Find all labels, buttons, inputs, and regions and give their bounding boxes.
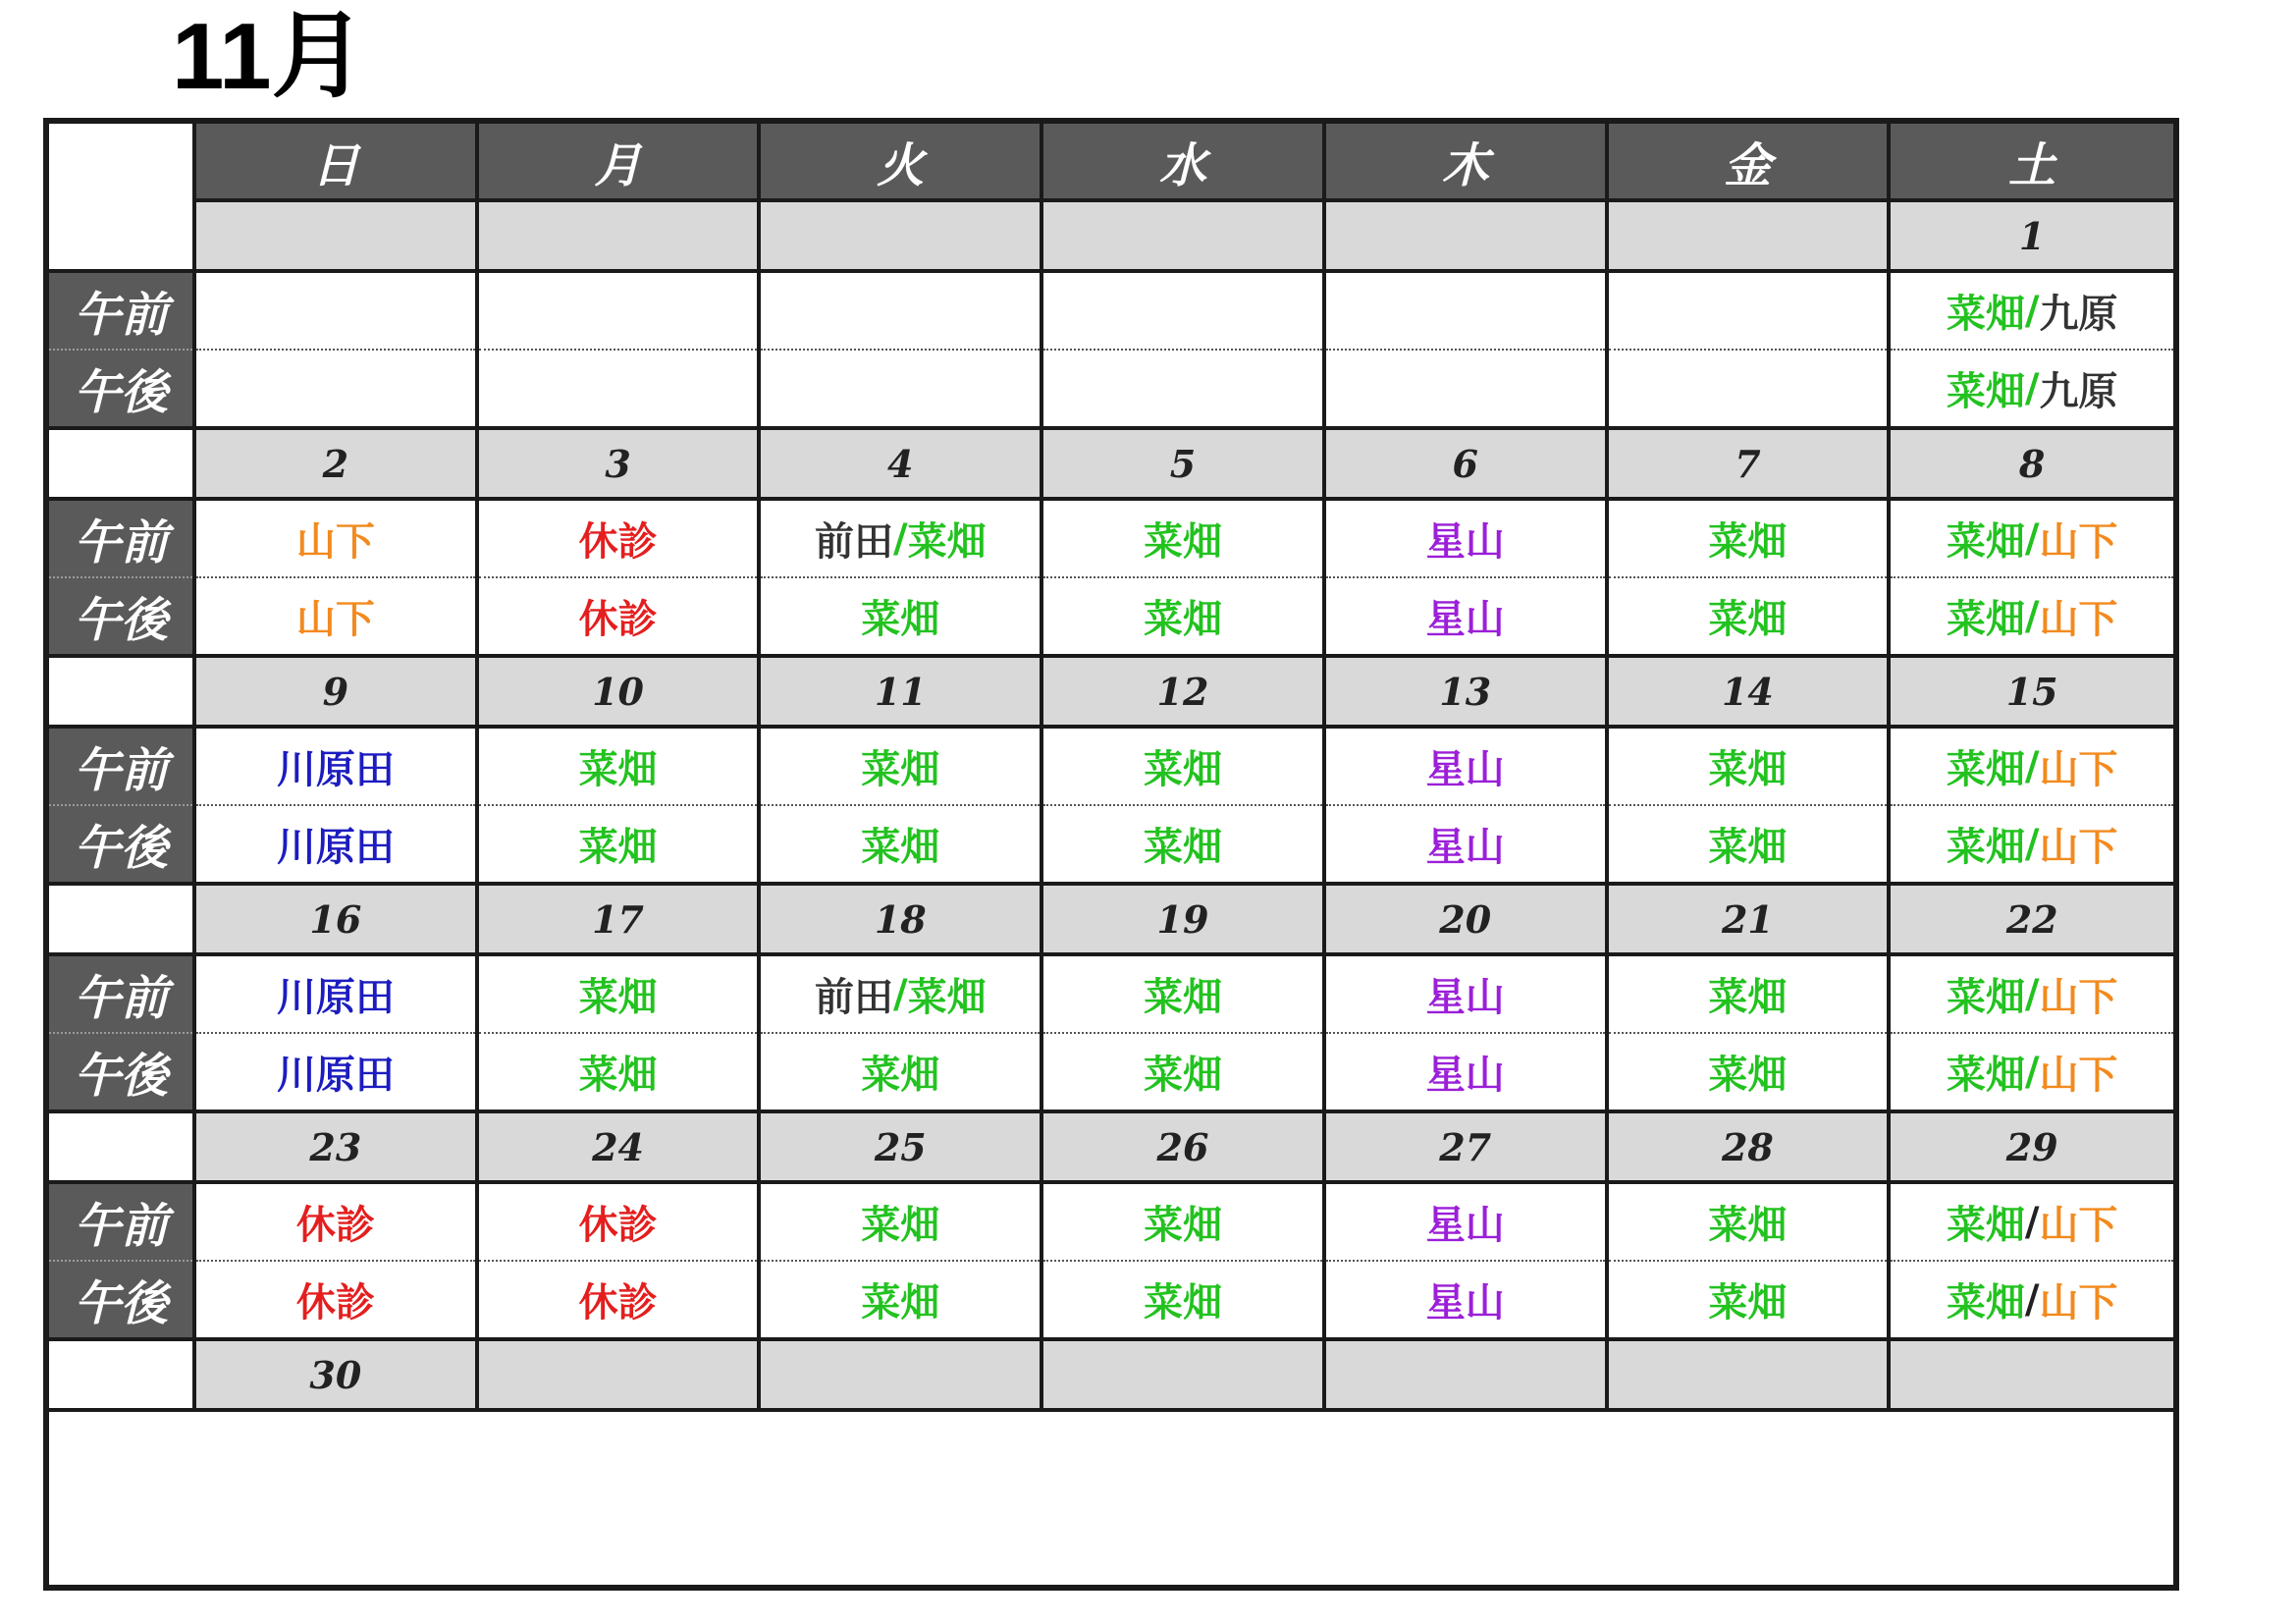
schedule-cell — [1326, 729, 1609, 886]
doctor-name: 川原田 — [276, 975, 395, 1020]
month-title: 11月 — [172, 4, 366, 109]
doctor-name: 菜畑 — [861, 1053, 940, 1098]
am-doctor — [1326, 1184, 1605, 1262]
doctor-name: 川原田 — [276, 1053, 395, 1098]
am-doctor — [1326, 501, 1605, 578]
doctor-name: 菜畑 — [1143, 1053, 1222, 1098]
date-cell — [1043, 1341, 1326, 1412]
date-cell — [1326, 202, 1609, 273]
weekday-header: 金 — [1609, 124, 1892, 202]
doctor-name: 菜畑 — [1946, 1053, 2025, 1098]
doctor-name: 菜畑 — [1143, 1280, 1222, 1326]
doctor-name: 菜畑 — [1946, 1203, 2025, 1248]
pm-doctor — [1891, 1262, 2173, 1337]
doctor-name: 菜畑 — [578, 747, 658, 792]
schedule-cell — [479, 956, 762, 1113]
calendar-grid — [49, 124, 2173, 1585]
schedule-cell — [761, 501, 1043, 658]
doctor-name: 星山 — [1425, 519, 1505, 565]
am-doctor — [1326, 956, 1605, 1034]
date-cell: 18 — [761, 886, 1043, 956]
date-cell — [761, 1341, 1043, 1412]
doctor-name: 山下 — [2039, 1203, 2118, 1248]
doctor-name: 星山 — [1425, 747, 1505, 792]
doctor-name: 菜畑 — [1946, 292, 2025, 337]
weekday-header: 木 — [1326, 124, 1609, 202]
doctor-name: 菜畑 — [1708, 1053, 1788, 1098]
schedule-cell — [1326, 501, 1609, 658]
schedule-cell — [1043, 956, 1326, 1113]
schedule-cell — [196, 273, 479, 430]
am-doctor — [1326, 729, 1605, 806]
pm-doctor — [761, 578, 1040, 654]
doctor-name: 川原田 — [276, 825, 395, 870]
am-doctor — [1043, 273, 1322, 351]
schedule-cell — [761, 956, 1043, 1113]
doctor-name: 菜畑 — [578, 975, 658, 1020]
am-doctor — [1043, 501, 1322, 578]
am-doctor — [1043, 1184, 1322, 1262]
schedule-cell — [761, 273, 1043, 430]
pm-label: 午後 — [73, 1049, 168, 1104]
am-doctor — [1043, 729, 1322, 806]
pm-doctor — [1891, 1034, 2173, 1110]
date-cell: 29 — [1891, 1113, 2173, 1184]
doctor-name: 菜畑 — [1946, 825, 2025, 870]
schedule-cell — [761, 729, 1043, 886]
pm-doctor — [1043, 351, 1322, 426]
pm-doctor — [1043, 1034, 1322, 1110]
schedule-cell — [761, 1184, 1043, 1341]
date-cell — [479, 202, 762, 273]
doctor-name: 菜畑 — [1143, 825, 1222, 870]
pm-doctor — [1043, 1262, 1322, 1337]
am-doctor — [761, 1184, 1040, 1262]
pm-doctor — [1609, 351, 1888, 426]
date-cell: 22 — [1891, 886, 2173, 956]
am-doctor — [196, 501, 475, 578]
pm-doctor — [761, 806, 1040, 882]
am-doctor — [1891, 729, 2173, 806]
doctor-name: / — [2024, 365, 2040, 411]
doctor-name: 菜畑 — [861, 597, 940, 642]
date-cell: 9 — [196, 658, 479, 729]
doctor-name: 星山 — [1425, 975, 1505, 1020]
doctor-name: 九原 — [2039, 369, 2118, 414]
am-doctor — [479, 273, 758, 351]
am-pm-label — [49, 501, 196, 658]
doctor-name: 山下 — [2039, 1053, 2118, 1098]
pm-doctor — [479, 351, 758, 426]
schedule-cell — [1609, 501, 1892, 658]
schedule-cell — [479, 1184, 762, 1341]
am-label: 午前 — [49, 501, 192, 578]
doctor-name: 菜畑 — [1946, 519, 2025, 565]
pm-doctor — [1043, 806, 1322, 882]
date-cell: 21 — [1609, 886, 1892, 956]
doctor-name: 菜畑 — [1946, 369, 2025, 414]
doctor-name: 菜畑 — [1708, 975, 1788, 1020]
doctor-name: 休診 — [578, 1203, 658, 1248]
doctor-name: 菜畑 — [1708, 597, 1788, 642]
pm-doctor — [1609, 1262, 1888, 1337]
am-doctor — [479, 1184, 758, 1262]
doctor-name: 菜畑 — [1708, 1203, 1788, 1248]
doctor-name: 菜畑 — [907, 519, 987, 565]
date-cell — [1043, 202, 1326, 273]
doctor-name: / — [2024, 288, 2040, 334]
date-cell — [1609, 202, 1892, 273]
doctor-name: 菜畑 — [578, 825, 658, 870]
schedule-cell — [1326, 1184, 1609, 1341]
date-cell: 19 — [1043, 886, 1326, 956]
doctor-name: 前田 — [814, 975, 893, 1020]
am-pm-label — [49, 956, 196, 1113]
doctor-name: 山下 — [2039, 975, 2118, 1020]
date-cell: 28 — [1609, 1113, 1892, 1184]
date-cell: 24 — [479, 1113, 762, 1184]
doctor-name: 星山 — [1425, 1280, 1505, 1326]
date-cell: 23 — [196, 1113, 479, 1184]
doctor-name: 菜畑 — [1946, 747, 2025, 792]
doctor-name: 山下 — [295, 597, 375, 642]
weekday-header: 水 — [1043, 124, 1326, 202]
doctor-name: 休診 — [295, 1203, 375, 1248]
am-doctor — [196, 273, 475, 351]
date-cell: 30 — [196, 1341, 479, 1412]
doctor-name: 菜畑 — [578, 1053, 658, 1098]
am-doctor — [479, 501, 758, 578]
schedule-cell — [196, 729, 479, 886]
doctor-name: 菜畑 — [1708, 519, 1788, 565]
am-doctor — [1891, 956, 2173, 1034]
date-cell: 16 — [196, 886, 479, 956]
doctor-name: 菜畑 — [1143, 1203, 1222, 1248]
doctor-name: 菜畑 — [1946, 1280, 2025, 1326]
date-cell: 14 — [1609, 658, 1892, 729]
date-row-spacer — [49, 658, 196, 729]
am-pm-label — [49, 729, 196, 886]
am-doctor — [761, 956, 1040, 1034]
schedule-cell — [1609, 956, 1892, 1113]
am-doctor — [1326, 273, 1605, 351]
pm-doctor — [761, 1034, 1040, 1110]
schedule-cell — [1609, 729, 1892, 886]
date-cell: 15 — [1891, 658, 2173, 729]
pm-doctor — [1326, 351, 1605, 426]
date-cell: 2 — [196, 430, 479, 501]
schedule-cell — [1043, 501, 1326, 658]
doctor-name: / — [2024, 593, 2040, 639]
pm-doctor — [1891, 806, 2173, 882]
am-doctor — [1609, 729, 1888, 806]
schedule-cell — [1326, 956, 1609, 1113]
pm-doctor — [1326, 806, 1605, 882]
pm-doctor — [196, 351, 475, 426]
schedule-cell — [196, 956, 479, 1113]
schedule-cell — [1891, 501, 2173, 658]
am-doctor — [1609, 273, 1888, 351]
date-cell: 17 — [479, 886, 762, 956]
am-doctor — [1891, 501, 2173, 578]
date-cell: 6 — [1326, 430, 1609, 501]
date-cell: 26 — [1043, 1113, 1326, 1184]
doctor-name: 山下 — [2039, 597, 2118, 642]
pm-doctor — [479, 1262, 758, 1337]
am-doctor — [479, 729, 758, 806]
schedule-cell — [196, 1184, 479, 1341]
doctor-name: 山下 — [295, 519, 375, 565]
weekday-header: 月 — [479, 124, 762, 202]
am-pm-label — [49, 273, 196, 430]
pm-doctor — [479, 806, 758, 882]
doctor-name: 山下 — [2039, 1280, 2118, 1326]
pm-doctor — [761, 1262, 1040, 1337]
date-row-spacer — [49, 886, 196, 956]
schedule-calendar — [43, 118, 2179, 1591]
schedule-cell — [1891, 273, 2173, 430]
doctor-name: 菜畑 — [1143, 597, 1222, 642]
pm-doctor — [196, 1034, 475, 1110]
doctor-name: 菜畑 — [1143, 747, 1222, 792]
doctor-name: 菜畑 — [907, 975, 987, 1020]
date-cell — [196, 202, 479, 273]
pm-doctor — [1326, 1034, 1605, 1110]
schedule-cell — [1891, 729, 2173, 886]
schedule-cell — [1609, 1184, 1892, 1341]
date-cell: 25 — [761, 1113, 1043, 1184]
doctor-name: / — [892, 515, 908, 562]
schedule-cell — [1326, 273, 1609, 430]
date-cell: 27 — [1326, 1113, 1609, 1184]
doctor-name: / — [892, 971, 908, 1017]
doctor-name: / — [2024, 971, 2040, 1017]
am-doctor — [761, 273, 1040, 351]
doctor-name: / — [2024, 1199, 2040, 1245]
weekday-header: 土 — [1891, 124, 2173, 202]
corner-blank — [49, 124, 196, 273]
doctor-name: / — [2024, 1049, 2040, 1095]
doctor-name: 菜畑 — [1708, 747, 1788, 792]
am-label: 午前 — [49, 956, 192, 1034]
date-row-spacer — [49, 1113, 196, 1184]
pm-doctor — [1891, 351, 2173, 426]
doctor-name: 星山 — [1425, 1203, 1505, 1248]
doctor-name: 休診 — [578, 519, 658, 565]
schedule-cell — [1891, 956, 2173, 1113]
date-row-spacer — [49, 1341, 196, 1412]
doctor-name: 川原田 — [276, 747, 395, 792]
pm-doctor — [479, 578, 758, 654]
weekday-header: 火 — [761, 124, 1043, 202]
pm-doctor — [196, 1262, 475, 1337]
date-row-spacer — [49, 430, 196, 501]
date-cell — [761, 202, 1043, 273]
doctor-name: 菜畑 — [1946, 597, 2025, 642]
pm-doctor — [196, 578, 475, 654]
pm-doctor — [1043, 578, 1322, 654]
date-cell: 5 — [1043, 430, 1326, 501]
pm-label: 午後 — [73, 365, 168, 420]
doctor-name: / — [2024, 821, 2040, 867]
am-label: 午前 — [49, 273, 192, 351]
doctor-name: 菜畑 — [1708, 1280, 1788, 1326]
pm-doctor — [1326, 1262, 1605, 1337]
pm-doctor — [761, 351, 1040, 426]
am-doctor — [761, 501, 1040, 578]
pm-doctor — [1326, 578, 1605, 654]
am-doctor — [1043, 956, 1322, 1034]
date-cell — [479, 1341, 762, 1412]
am-doctor — [1891, 273, 2173, 351]
schedule-cell — [1609, 273, 1892, 430]
doctor-name: 菜畑 — [861, 747, 940, 792]
am-doctor — [1609, 956, 1888, 1034]
pm-doctor — [1609, 578, 1888, 654]
am-doctor — [761, 729, 1040, 806]
doctor-name: / — [2024, 1276, 2040, 1323]
schedule-cell — [479, 729, 762, 886]
date-cell: 13 — [1326, 658, 1609, 729]
date-cell: 4 — [761, 430, 1043, 501]
doctor-name: 星山 — [1425, 1053, 1505, 1098]
am-pm-label — [49, 1184, 196, 1341]
doctor-name: 休診 — [578, 1280, 658, 1326]
weekday-header: 日 — [196, 124, 479, 202]
doctor-name: 菜畑 — [1708, 825, 1788, 870]
am-label: 午前 — [49, 1184, 192, 1262]
schedule-cell — [1043, 1184, 1326, 1341]
doctor-name: 菜畑 — [861, 825, 940, 870]
am-doctor — [479, 956, 758, 1034]
schedule-cell — [196, 501, 479, 658]
doctor-name: 山下 — [2039, 519, 2118, 565]
pm-label: 午後 — [73, 821, 168, 876]
pm-label: 午後 — [73, 1276, 168, 1331]
am-label: 午前 — [49, 729, 192, 806]
date-cell: 12 — [1043, 658, 1326, 729]
am-doctor — [196, 729, 475, 806]
date-cell: 20 — [1326, 886, 1609, 956]
doctor-name: 山下 — [2039, 825, 2118, 870]
am-doctor — [1609, 501, 1888, 578]
schedule-cell — [1043, 273, 1326, 430]
schedule-cell — [479, 273, 762, 430]
doctor-name: 星山 — [1425, 825, 1505, 870]
date-cell: 3 — [479, 430, 762, 501]
date-cell: 1 — [1891, 202, 2173, 273]
schedule-cell — [1891, 1184, 2173, 1341]
date-cell: 8 — [1891, 430, 2173, 501]
doctor-name: 前田 — [814, 519, 893, 565]
am-doctor — [1891, 1184, 2173, 1262]
date-cell: 7 — [1609, 430, 1892, 501]
doctor-name: 菜畑 — [1143, 519, 1222, 565]
pm-doctor — [196, 806, 475, 882]
doctor-name: 休診 — [295, 1280, 375, 1326]
pm-doctor — [479, 1034, 758, 1110]
date-cell — [1326, 1341, 1609, 1412]
doctor-name: 菜畑 — [1946, 975, 2025, 1020]
doctor-name: / — [2024, 515, 2040, 562]
doctor-name: / — [2024, 743, 2040, 789]
doctor-name: 菜畑 — [861, 1203, 940, 1248]
pm-label: 午後 — [73, 593, 168, 648]
date-cell: 10 — [479, 658, 762, 729]
doctor-name: 菜畑 — [1143, 975, 1222, 1020]
doctor-name: 山下 — [2039, 747, 2118, 792]
doctor-name: 休診 — [578, 597, 658, 642]
doctor-name: 九原 — [2039, 292, 2118, 337]
doctor-name: 星山 — [1425, 597, 1505, 642]
am-doctor — [196, 956, 475, 1034]
date-cell — [1609, 1341, 1892, 1412]
doctor-name: 菜畑 — [861, 1280, 940, 1326]
pm-doctor — [1609, 806, 1888, 882]
schedule-cell — [479, 501, 762, 658]
pm-doctor — [1891, 578, 2173, 654]
schedule-cell — [1043, 729, 1326, 886]
pm-doctor — [1609, 1034, 1888, 1110]
am-doctor — [196, 1184, 475, 1262]
am-doctor — [1609, 1184, 1888, 1262]
date-cell — [1891, 1341, 2173, 1412]
date-cell: 11 — [761, 658, 1043, 729]
